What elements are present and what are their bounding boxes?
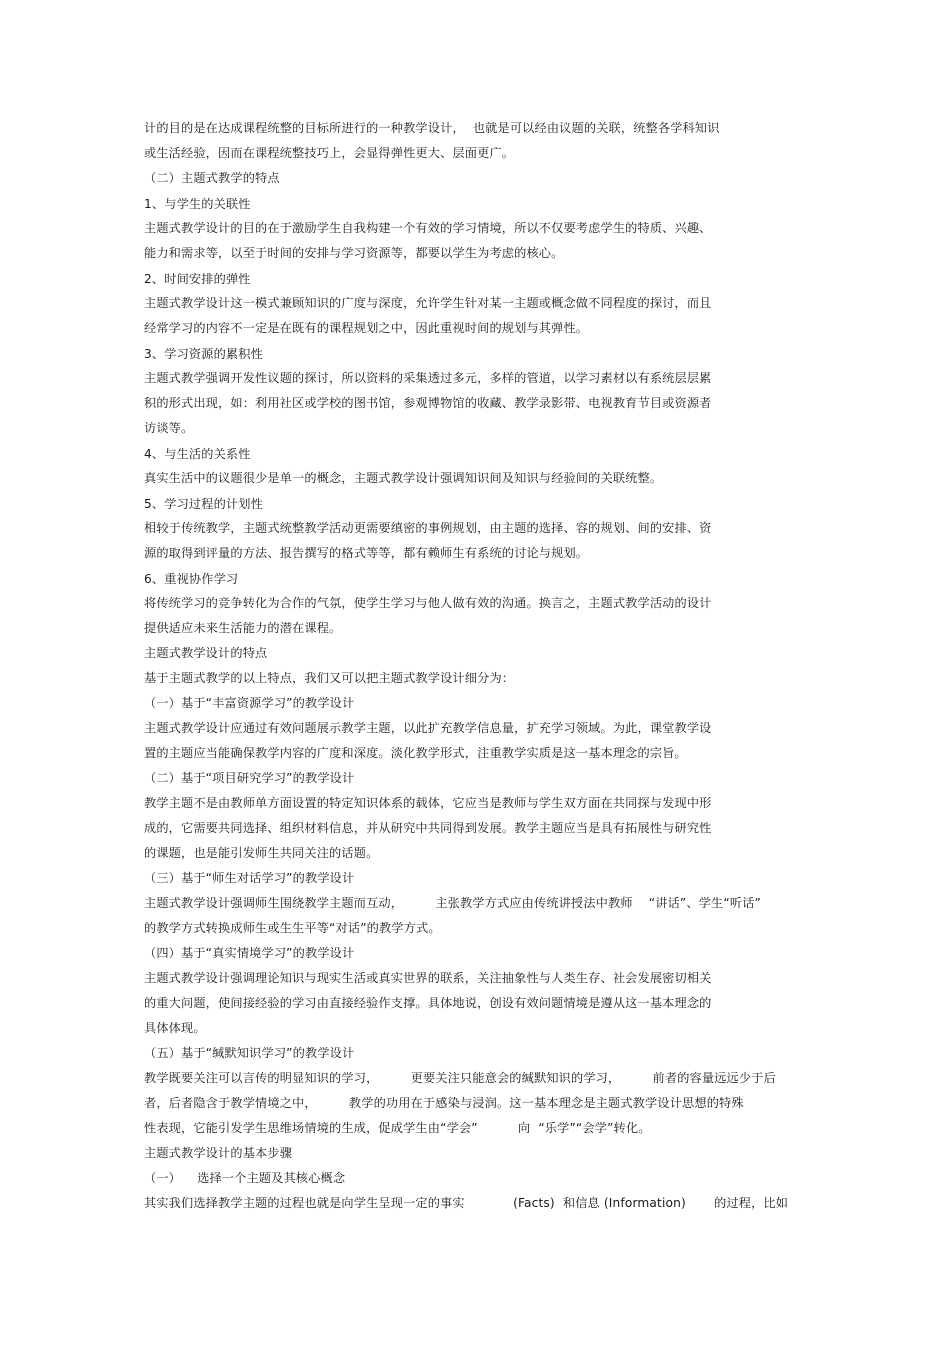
subsection-heading: 5、学习过程的计划性 (144, 497, 263, 511)
text-line: 基于主题式教学的以上特点，我们又可以把主题式教学设计细分为： (144, 671, 515, 685)
text-line: 的课题，也是能引发师生共同关注的话题。 (144, 846, 379, 860)
text-line: 能力和需求等，以至于时间的安排与学习资源等，都要以学生为考虑的核心。 (144, 246, 564, 260)
text-line: 主题式教学设计强调理论知识与现实生活或真实世界的联系，关注抽象性与人类生存、社会发展密切相关 (144, 971, 712, 985)
subsection-heading: 4、与生活的关系性 (144, 447, 251, 461)
text-line: 教学主题不是由教师单方面设置的特定知识体系的载体，它应当是教师与学生双方面在共同探与发现中形 (144, 796, 712, 810)
text-line: 其实我们选择教学主题的过程也就是向学生呈现一定的事实 (Facts) 和信息 (Information) 的过程，比如 (144, 1196, 789, 1210)
text-line: 教学既要关注可以言传的明显知识的学习， 更要关注只能意会的缄默知识的学习， 前者的容量远远少于后 (144, 1071, 776, 1085)
subsection-heading: （五）基于“缄默知识学习”的教学设计 (144, 1046, 355, 1060)
text-line: 具体体现。 (144, 1021, 206, 1035)
text-line: 源的取得到评量的方法、报告撰写的格式等等，都有赖师生有系统的讨论与规划。 (144, 546, 589, 560)
text-line: 计的目的是在达成课程统整的目标所进行的一种教学设计， 也就是可以经由议题的关联，统整各学科知识 (144, 121, 720, 135)
text-line: 的重大问题，使间接经验的学习由直接经验作支撑。具体地说，创设有效问题情境是遵从这一基本理念的 (144, 996, 712, 1010)
text-line: 访谈等。 (144, 421, 194, 435)
subsection-heading: （一）基于“丰富资源学习”的教学设计 (144, 696, 355, 710)
text-line: 主题式教学设计强调师生围绕教学主题而互动， 主张教学方式应由传统讲授法中教师 “讲话”、学生“听话” (144, 896, 761, 910)
text-line: 主题式教学设计应通过有效问题展示教学主题，以此扩充教学信息量，扩充学习领域。为此，课堂教学设 (144, 721, 712, 735)
subsection-heading: 1、与学生的关联性 (144, 197, 251, 211)
text-line: 的教学方式转换成师生或生生平等“对话”的教学方式。 (144, 921, 441, 935)
text-line: 主题式教学设计的目的在于激励学生自我构建一个有效的学习情境，所以不仅要考虑学生的特质、兴趣、 (144, 221, 712, 235)
text-line: 将传统学习的竞争转化为合作的气氛，使学生学习与他人做有效的沟通。换言之，主题式教学活动的设计 (144, 596, 712, 610)
section-heading: 主题式教学设计的特点 (144, 646, 268, 660)
text-line: 主题式教学强调开发性议题的探讨，所以资料的采集透过多元，多样的管道，以学习素材以有系统层层累 (144, 371, 712, 385)
text-line: 性表现，它能引发学生思维场情境的生成，促成学生由“学会” 向 “乐学”“会学”转化。 (144, 1121, 651, 1135)
subsection-heading: （一） 选择一个主题及其核心概念 (144, 1171, 346, 1185)
text-line: 积的形式出现，如：利用社区或学校的图书馆，参观博物馆的收藏、教学录影带、电视教育节目或资源者 (144, 396, 712, 410)
subsection-heading: （三）基于“师生对话学习”的教学设计 (144, 871, 355, 885)
text-line: 者，后者隐含于教学情境之中， 教学的功用在于感染与浸润。这一基本理念是主题式教学设计思想的特殊 (144, 1096, 744, 1110)
subsection-heading: 6、重视协作学习 (144, 572, 239, 586)
text-line: 经常学习的内容不一定是在既有的课程规划之中，因此重视时间的规划与其弹性。 (144, 321, 589, 335)
text-line: 提供适应未来生活能力的潜在课程。 (144, 621, 342, 635)
section-heading: （二）主题式教学的特点 (144, 171, 280, 185)
text-line: 成的，它需要共同选择、组织材料信息，并从研究中共同得到发展。教学主题应当是具有拓展性与研究性 (144, 821, 712, 835)
text-line: 真实生活中的议题很少是单一的概念，主题式教学设计强调知识间及知识与经验间的关联统整。 (144, 471, 663, 485)
subsection-heading: 2、时间安排的弹性 (144, 272, 251, 286)
text-line: 或生活经验，因而在课程统整技巧上，会显得弹性更大、层面更广。 (144, 146, 515, 160)
subsection-heading: （二）基于“项目研究学习”的教学设计 (144, 771, 355, 785)
text-line: 置的主题应当能确保教学内容的广度和深度。淡化教学形式，注重教学实质是这一基本理念的宗旨。 (144, 746, 687, 760)
subsection-heading: 3、学习资源的累积性 (144, 347, 263, 361)
section-heading: 主题式教学设计的基本步骤 (144, 1146, 293, 1160)
text-line: 主题式教学设计这一模式兼顾知识的广度与深度，允许学生针对某一主题或概念做不同程度的探讨，而且 (144, 296, 712, 310)
text-line: 相较于传统教学，主题式统整教学活动更需要缜密的事例规划，由主题的选择、容的规划、间的安排、资 (144, 521, 712, 535)
subsection-heading: （四）基于“真实情境学习”的教学设计 (144, 946, 355, 960)
